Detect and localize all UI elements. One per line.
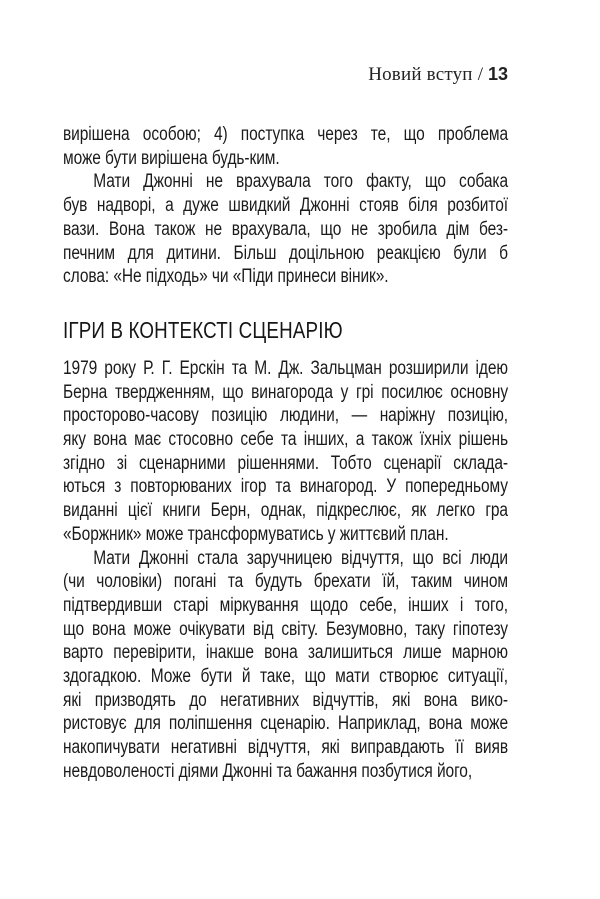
text-line: яку вона має стосовно себе та інших, а також їхніх рішень [63, 429, 508, 451]
text-line: вирішена особою; 4) поступка через те, що проблема [63, 124, 508, 145]
text-line: які призводять до негативних відчуттів, які вона вико- [63, 689, 508, 711]
text-line: невдоволеності діями Джонні та бажання позбутися його, [63, 760, 473, 782]
paragraph-games-in-script [63, 357, 508, 547]
text-line: виданні цієї книги Берн, однак, підкреслює, як легко гра [63, 500, 508, 522]
text-line: ристовує для поліпшення сценарію. Наприклад, вона може [63, 713, 508, 735]
text-line: згідно зі сценарними рішеннями. Тобто сценарії склада- [63, 452, 508, 474]
page-number: 13 [487, 64, 508, 84]
running-header [63, 62, 508, 87]
text-line: варто перевірити, інакше вона залишиться лише марною [63, 642, 508, 664]
text-line: (чи чоловіки) погані та будуть брехати їй, таким чином [63, 571, 508, 593]
section-heading: ІГРИ В КОНТЕКСТІ СЦЕНАРІЮ [63, 316, 343, 343]
text-line: просторово-часову позицію людини, — наріжну позицію, [63, 405, 508, 427]
header-separator: / [477, 64, 483, 85]
text-line: слова: «Не підходь» чи «Піди принеси віник». [63, 266, 389, 288]
text-line: ються з повторюваних ігор та винагород. У попередньому [63, 476, 508, 498]
text-line: Берна твердженням, що винагорода у грі посилює основну [63, 381, 508, 403]
text-line: був надворі, а дуже швидкий Джонні стояв біля розбитої [63, 195, 508, 217]
text-line: може бути вирішена будь-ким. [63, 147, 280, 169]
paragraph-johnny-mother [63, 170, 508, 289]
text-line: «Боржник» може трансформуватись у життєвий план. [63, 523, 449, 545]
text-line: Мати Джонні не врахувала того факту, що собака [93, 171, 508, 193]
text-line: що вона може очікувати від світу. Безумовно, таку гіпотезу [63, 618, 508, 640]
text-line: печним для дитини. Більш доцільною реакцією були б [63, 242, 508, 264]
text-line: Мати Джонні стала заручницею відчуття, що всі люди [93, 547, 508, 569]
text-line: 1979 року Р. Г. Ерскін та М. Дж. Зальцман розширили ідею [63, 357, 508, 379]
text-line: здогадкою. Може бути й таке, що мати створює ситуації, [63, 666, 508, 688]
paragraph-continued [63, 123, 508, 170]
chapter-title: Новий вступ [368, 64, 473, 85]
text-line: підтвердивши старі міркування щодо себе, інших і того, [63, 594, 508, 616]
text-line: накопичувати негативні відчуття, які виправдають її вияв [63, 737, 508, 759]
text-line: вази. Вона також не врахувала, що не зробила дім без- [63, 218, 508, 240]
paragraph-hostage-feeling [63, 547, 508, 784]
text-column [63, 123, 508, 784]
